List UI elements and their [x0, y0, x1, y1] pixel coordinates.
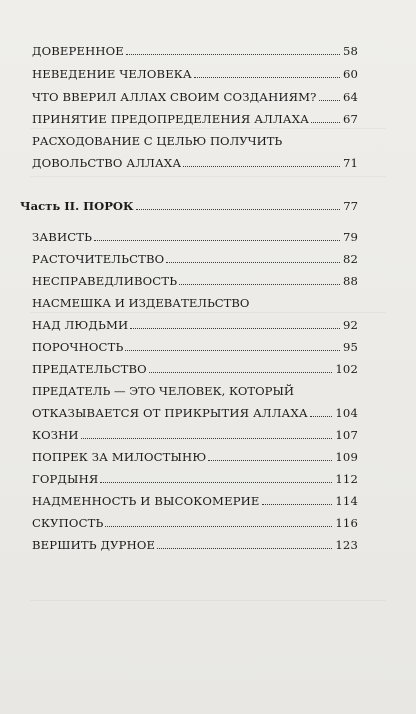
toc-part-heading[interactable] — [20, 193, 358, 213]
toc-entry-title: ПРЕДАТЕЛЬСТВО — [32, 362, 147, 376]
toc-dot-leader — [136, 209, 341, 210]
toc-page-number: 123 — [335, 538, 358, 552]
toc-page-number: 112 — [335, 472, 358, 486]
toc-entry-title-line1: ПРЕДАТЕЛЬ — ЭТО ЧЕЛОВЕК, КОТОРЫЙ — [32, 384, 294, 398]
toc-entry-title: НЕСПРАВЕДЛИВОСТЬ — [32, 274, 178, 288]
toc-entry[interactable] — [32, 488, 358, 508]
toc-page-number: 95 — [342, 340, 358, 354]
toc-entry-title: НАД ЛЮДЬМИ — [32, 318, 129, 332]
toc-entry[interactable] — [32, 400, 358, 420]
toc-dot-leader — [130, 328, 340, 329]
toc-entry[interactable] — [32, 466, 358, 486]
toc-entry[interactable] — [32, 532, 358, 552]
toc-entry-title: ПРИНЯТИЕ ПРЕДОПРЕДЕЛЕНИЯ АЛЛАХА — [32, 112, 310, 126]
toc-entry-title: ГОРДЫНЯ — [32, 472, 99, 486]
toc-page-number: 60 — [342, 67, 358, 81]
toc-dot-leader — [81, 438, 333, 439]
toc-page-number: 67 — [342, 112, 358, 126]
toc-entry[interactable] — [32, 356, 358, 376]
toc-dot-leader — [194, 77, 340, 78]
toc-entry[interactable] — [32, 246, 358, 266]
toc-entry-title: НАДМЕННОСТЬ И ВЫСОКОМЕРИЕ — [32, 494, 260, 508]
toc-page-number: 92 — [342, 318, 358, 332]
toc-entry[interactable] — [32, 422, 358, 442]
toc-page-number: 104 — [335, 406, 358, 420]
toc-entry[interactable] — [32, 268, 358, 288]
toc-page-number: 107 — [335, 428, 358, 442]
toc-dot-leader — [208, 460, 332, 461]
toc-page-number: 71 — [342, 156, 358, 170]
toc-entry-title: ВЕРШИТЬ ДУРНОЕ — [32, 538, 156, 552]
toc-entry[interactable] — [32, 106, 358, 126]
toc-entry[interactable] — [32, 312, 358, 332]
toc-page-number: 109 — [335, 450, 358, 464]
part-title: Часть II. ПОРОК — [20, 199, 134, 213]
toc-dot-leader — [311, 122, 340, 123]
bleed-through-line — [30, 176, 386, 177]
toc-dot-leader — [149, 372, 333, 373]
toc-dot-leader — [319, 100, 340, 101]
toc-entry-title: ОТКАЗЫВАЕТСЯ ОТ ПРИКРЫТИЯ АЛЛАХА — [32, 406, 308, 420]
toc-entry[interactable] — [32, 61, 358, 81]
toc-page-number: 116 — [335, 516, 358, 530]
toc-page-number: 58 — [342, 44, 358, 58]
toc-entry-title: СКУПОСТЬ — [32, 516, 104, 530]
toc-entry-title: ЗАВИСТЬ — [32, 230, 93, 244]
bleed-through-line — [30, 600, 386, 601]
toc-entry-title-line1: РАСХОДОВАНИЕ С ЦЕЛЬЮ ПОЛУЧИТЬ — [32, 134, 283, 148]
toc-page-number: 114 — [335, 494, 358, 508]
toc-page-number: 77 — [343, 199, 358, 213]
toc-dot-leader — [126, 54, 340, 55]
toc-entry-title: РАСТОЧИТЕЛЬСТВО — [32, 252, 165, 266]
toc-entry[interactable] — [32, 224, 358, 244]
toc-entry-title: ДОВОЛЬСТВО АЛЛАХА — [32, 156, 182, 170]
toc-entry-title: ПОРОЧНОСТЬ — [32, 340, 124, 354]
toc-dot-leader — [157, 548, 332, 549]
toc-entry[interactable] — [32, 84, 358, 104]
toc-dot-leader — [94, 240, 340, 241]
toc-page-number: 82 — [342, 252, 358, 266]
toc-entry-title: ЧТО ВВЕРИЛ АЛЛАХ СВОИМ СОЗДАНИЯМ? — [32, 90, 317, 104]
toc-entry-title: ДОВЕРЕННОЕ — [32, 44, 124, 58]
toc-page-number: 88 — [342, 274, 358, 288]
toc-dot-leader — [100, 482, 332, 483]
toc-entry[interactable] — [32, 38, 358, 58]
toc-dot-leader — [310, 416, 333, 417]
toc-entry[interactable] — [32, 150, 358, 170]
toc-entry[interactable] — [32, 444, 358, 464]
toc-entry[interactable] — [32, 510, 358, 530]
toc-page-number: 64 — [342, 90, 358, 104]
toc-dot-leader — [262, 504, 333, 505]
toc-entry-title: ПОПРЕК ЗА МИЛОСТЫНЮ — [32, 450, 207, 464]
toc-dot-leader — [125, 350, 340, 351]
toc-page-number: 79 — [342, 230, 358, 244]
toc-entry-title: КОЗНИ — [32, 428, 79, 442]
toc-entry-title: НЕВЕДЕНИЕ ЧЕЛОВЕКА — [32, 67, 192, 81]
toc-dot-leader — [105, 526, 332, 527]
toc-entry[interactable] — [32, 334, 358, 354]
toc-dot-leader — [179, 284, 340, 285]
toc-dot-leader — [166, 262, 340, 263]
toc-page-number: 102 — [335, 362, 358, 376]
toc-dot-leader — [183, 166, 340, 167]
toc-entry-title-line1: НАСМЕШКА И ИЗДЕВАТЕЛЬСТВО — [32, 296, 250, 310]
